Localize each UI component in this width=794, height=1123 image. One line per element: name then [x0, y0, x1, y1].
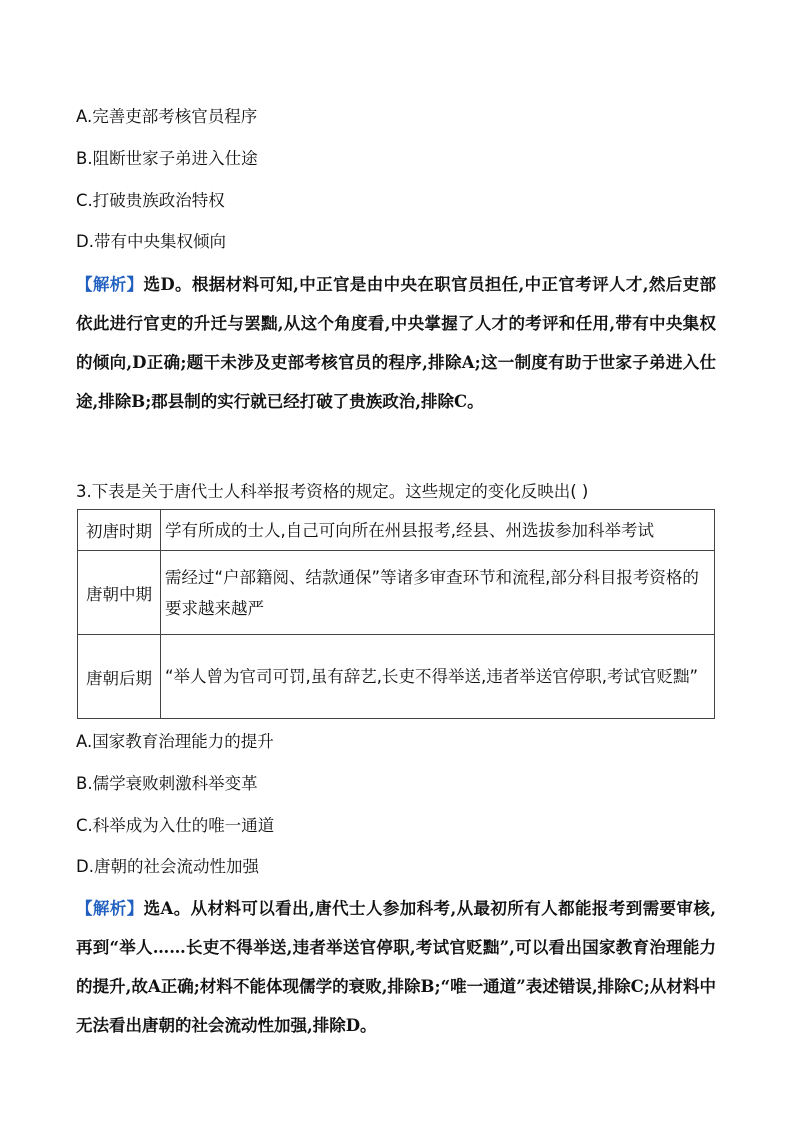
table-row	[78, 510, 715, 551]
q2-option-c: C.打破贵族政治特权	[76, 191, 225, 210]
q3-explanation-text: 选A。从材料可以看出,唐代士人参加科考,从最初所有人都能报考到需要审核,再到“举人……长吏不得举送,违者举送官停职,考试官贬黜”,可以看出国家教育治理能力的提升,故A正确;材料不能体现儒学的衰败,排除B;“唯一通道”表述错误,排除C;从材料中无法看出唐朝的社会流动性加强,排除D。	[76, 899, 716, 1035]
q2-explanation-tag: 【解析】	[76, 275, 144, 294]
q2-explanation-text: 选D。根据材料可知,中正官是由中央在职官员担任,中正官考评人才,然后吏部依此进行官吏的升迁与罢黜,从这个角度看,中央掌握了人才的考评和任用,带有中央集权的倾向,D正确;题干未涉及吏部考核官员的程序,排除A;这一制度有助于世家子弟进入仕途,排除B;郡县制的实行就已经打破了贵族政治,排除C。	[76, 275, 716, 411]
q2-option-b: B.阻断世家子弟进入仕途	[76, 149, 258, 168]
table-era-cell: 唐朝中期	[78, 551, 161, 635]
table-rule-cell: 需经过“户部籍阅、结款通保”等诸多审查环节和流程,部分科目报考资格的要求越来越严	[161, 551, 715, 635]
table-era-cell: 初唐时期	[78, 510, 161, 551]
q3-explanation	[76, 889, 716, 1045]
table-era-cell: 唐朝后期	[78, 635, 161, 719]
table-rule-cell: 学有所成的士人,自己可向所在州县报考,经县、州选拔参加科举考试	[161, 510, 715, 551]
q3-option-c: C.科举成为入仕的唯一通道	[76, 816, 275, 835]
q3-table	[77, 509, 715, 719]
q3-explanation-tag: 【解析】	[76, 899, 144, 918]
table-row	[78, 635, 715, 719]
q3-stem: 3.下表是关于唐代士人科举报考资格的规定。这些规定的变化反映出( )	[76, 482, 589, 501]
table-row	[78, 551, 715, 635]
q2-option-a: A.完善吏部考核官员程序	[76, 107, 258, 126]
q2-option-d: D.带有中央集权倾向	[76, 232, 226, 251]
q2-explanation	[76, 265, 716, 421]
q3-option-d: D.唐朝的社会流动性加强	[76, 857, 259, 876]
q3-option-a: A.国家教育治理能力的提升	[76, 732, 274, 751]
table-rule-cell: “举人曾为官司可罚,虽有辞艺,长吏不得举送,违者举送官停职,考试官贬黜”	[161, 635, 715, 719]
q3-option-b: B.儒学衰败刺激科举变革	[76, 774, 258, 793]
